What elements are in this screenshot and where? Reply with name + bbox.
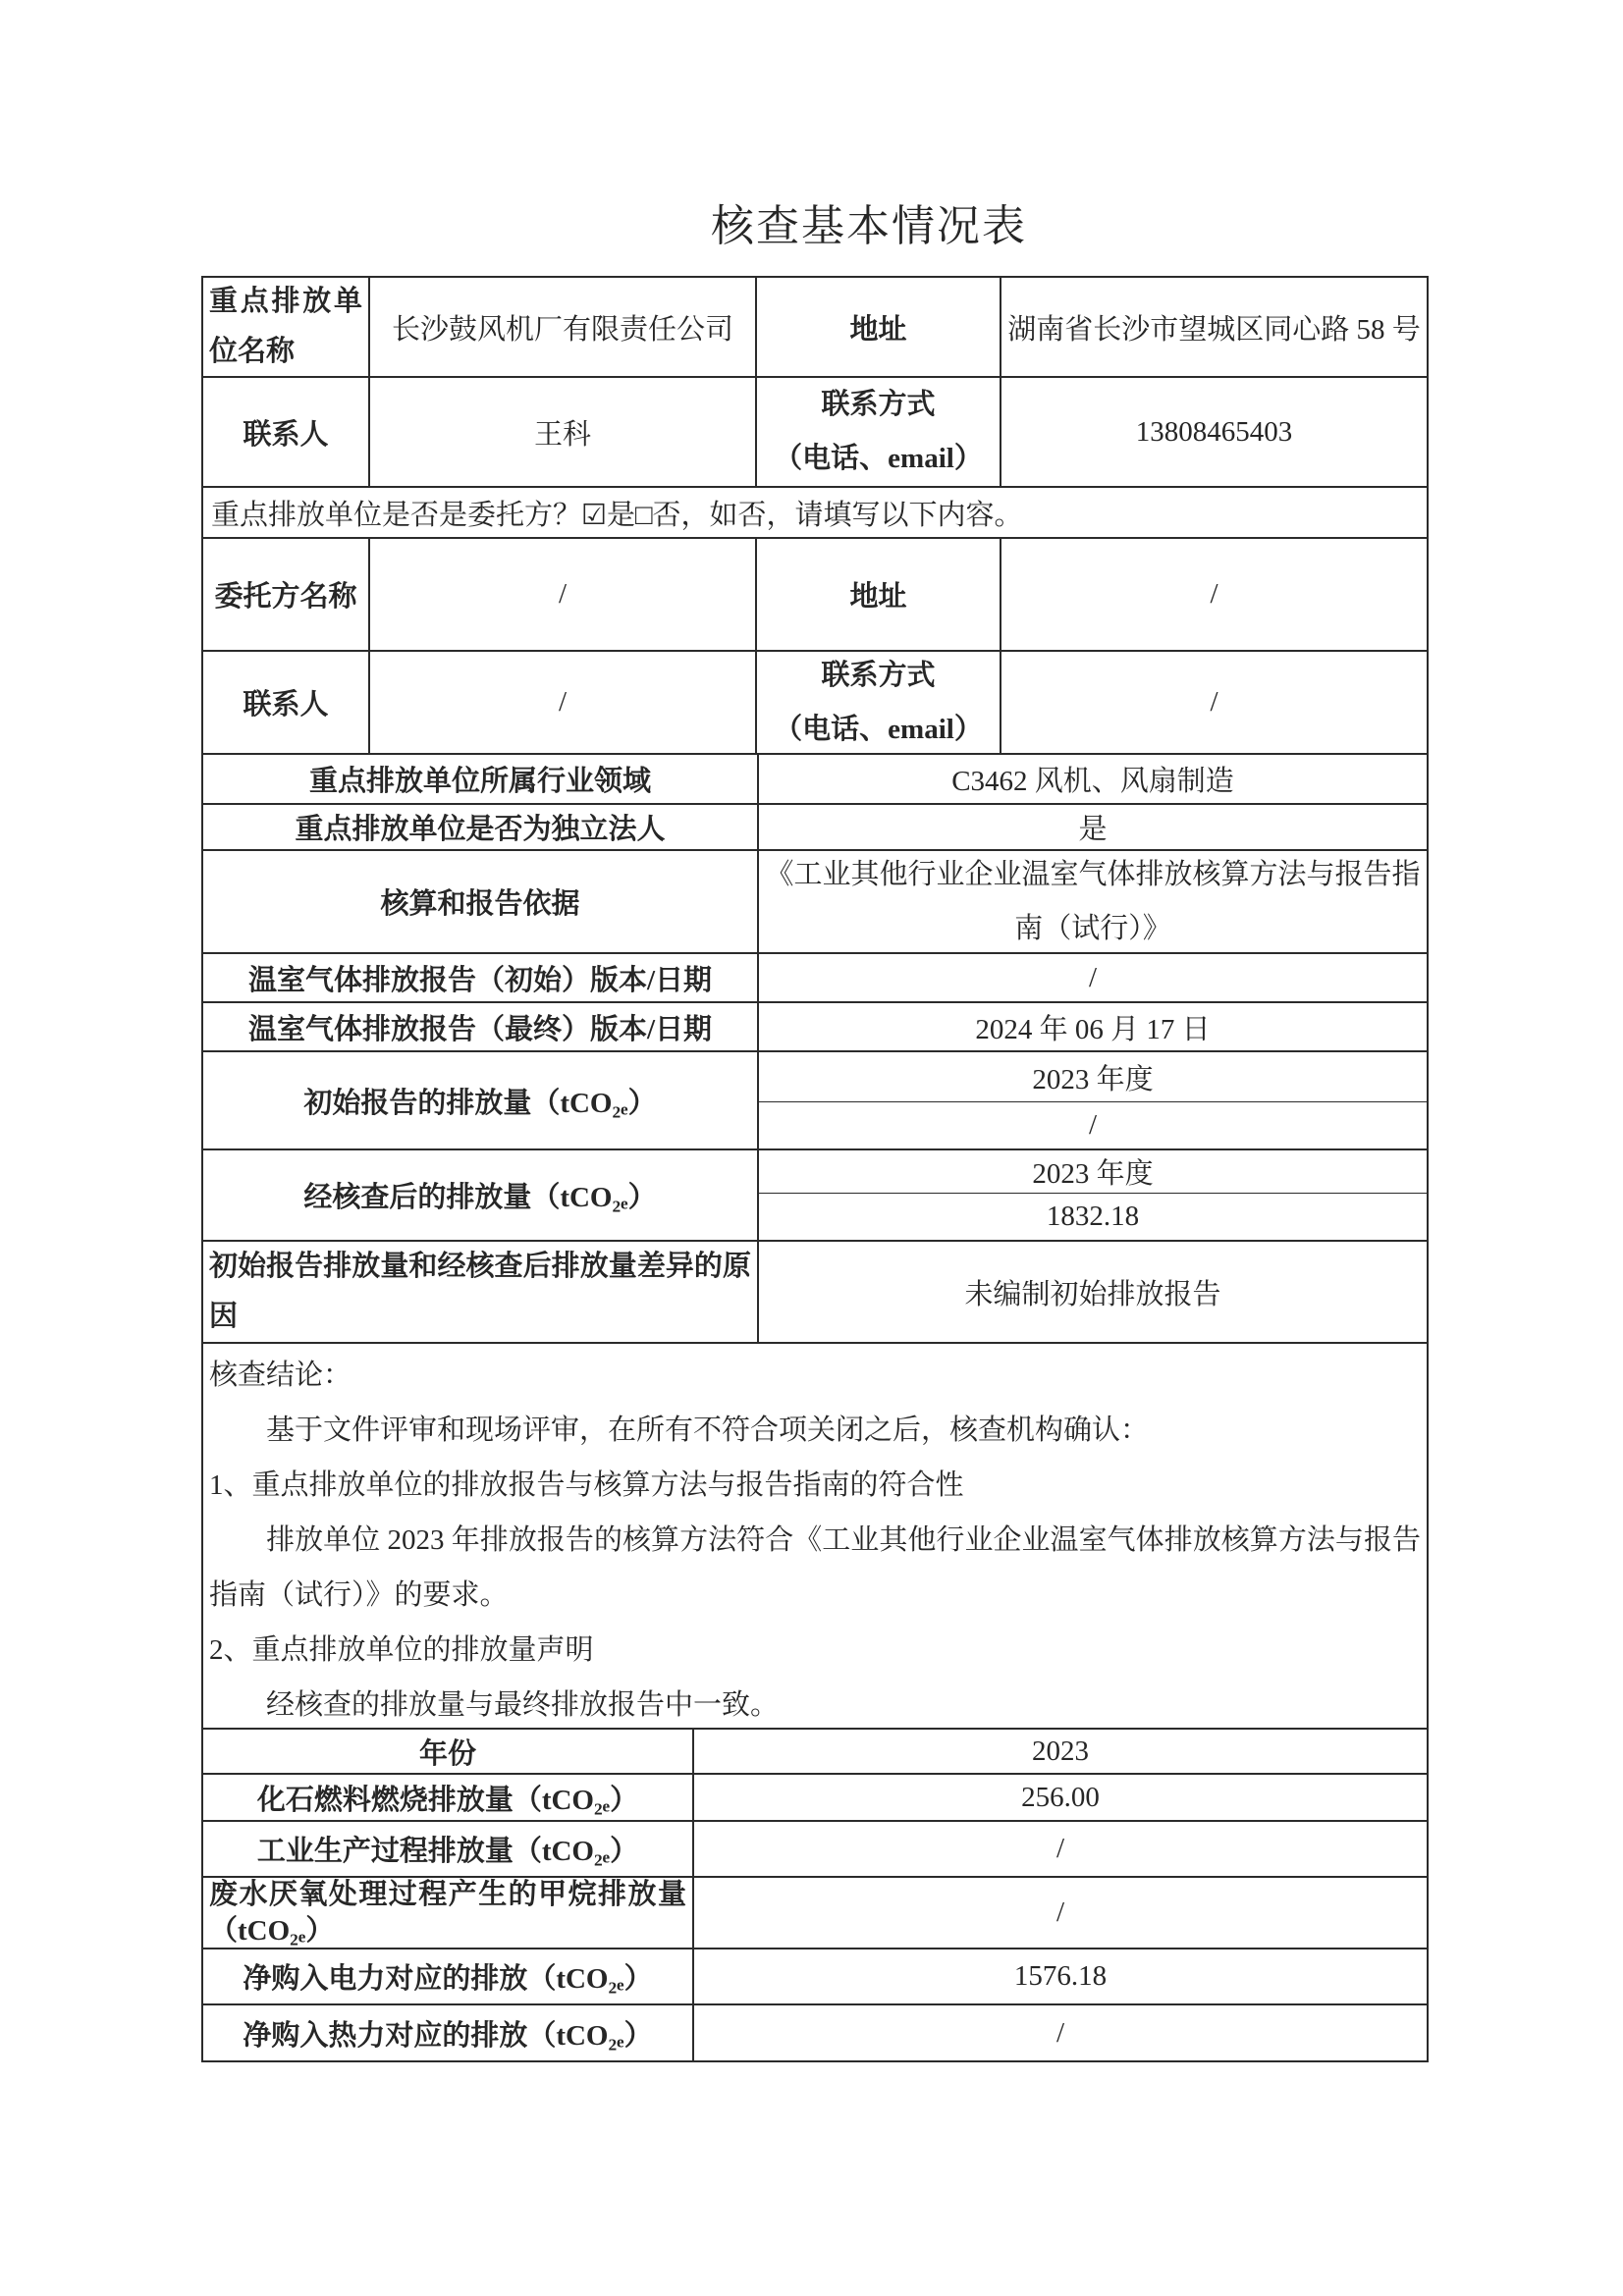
conclusion-line: 1、重点排放单位的排放报告与核算方法与报告指南的符合性 (209, 1469, 964, 1501)
unit-name-value: 长沙鼓风机厂有限责任公司 (370, 278, 757, 376)
contact-method-label-line2: （电话、email） (774, 443, 983, 474)
accounting-basis-label: 核算和报告依据 (203, 851, 759, 952)
industrial-process-label: 工业生产过程排放量（tCO₂ₑ） (203, 1822, 694, 1876)
client-contact-phone-value: / (1001, 652, 1429, 753)
client-contact-value: / (370, 652, 757, 753)
wastewater-methane-label: 废水厌氧处理过程产生的甲烷排放量（tCO₂ₑ） (203, 1878, 694, 1948)
difference-reason-label: 初始报告排放量和经核查后排放量差异的原因 (203, 1242, 759, 1342)
conclusion-line: 经核查的排放量与最终排放报告中一致。 (209, 1689, 780, 1721)
final-report-date-value: 2024 年 06 月 17 日 (759, 1003, 1429, 1050)
row-final-report-date (203, 1003, 1429, 1052)
verification-info-table (201, 276, 1429, 2062)
initial-report-date-label: 温室气体排放报告（初始）版本/日期 (203, 954, 759, 1001)
row-legal-entity (203, 805, 1429, 851)
conclusion-line: 排放单位 2023 年排放报告的核算方法符合《工业其他行业企业温室气体排放核算方法与报告指南（试行）》的要求。 (209, 1524, 1421, 1611)
heat-value: / (694, 2005, 1429, 2060)
year-label: 年份 (203, 1730, 694, 1773)
row-electricity (203, 1949, 1429, 2005)
delegation-question-text: 重点排放单位是否是委托方？☑是□否，如否，请填写以下内容。 (203, 488, 1429, 537)
industry-value: C3462 风机、风扇制造 (759, 755, 1429, 803)
conclusion-line: 核查结论： (209, 1360, 352, 1391)
client-contact-method-label-line1: 联系方式 (821, 659, 936, 691)
difference-reason-value: 未编制初始排放报告 (759, 1242, 1429, 1342)
verified-emissions-amount: 1832.18 (1046, 1201, 1140, 1232)
contact-method-label (757, 378, 1001, 486)
client-address-value: / (1001, 539, 1429, 650)
row-delegation-question (203, 488, 1429, 539)
initial-emissions-year: 2023 年度 (759, 1052, 1427, 1102)
accounting-basis-value: 《工业其他行业企业温室气体排放核算方法与报告指南（试行）》 (759, 851, 1429, 952)
verified-emissions-value-cell (759, 1150, 1429, 1240)
conclusion-cell (203, 1344, 1429, 1728)
year-value: 2023 (694, 1730, 1429, 1773)
verified-emissions-label: 经核查后的排放量（tCO₂ₑ） (203, 1150, 759, 1240)
initial-emissions-label: 初始报告的排放量（tCO₂ₑ） (203, 1052, 759, 1148)
client-contact-label: 联系人 (203, 652, 370, 753)
row-initial-report-date (203, 954, 1429, 1003)
row-conclusion (203, 1344, 1429, 1730)
wastewater-methane-value: / (694, 1878, 1429, 1948)
row-year (203, 1730, 1429, 1775)
row-client-contact (203, 652, 1429, 755)
verified-emissions-year: 2023 年度 (759, 1150, 1427, 1194)
unit-name-label: 重点排放单位名称 (203, 278, 370, 376)
client-contact-method-label (757, 652, 1001, 753)
electricity-label: 净购入电力对应的排放（tCO₂ₑ） (203, 1949, 694, 2003)
client-name-label: 委托方名称 (203, 539, 370, 650)
row-wastewater-methane (203, 1878, 1429, 1949)
conclusion-line: 基于文件评审和现场评审，在所有不符合项关闭之后，核查机构确认： (209, 1415, 1150, 1446)
address-label: 地址 (757, 278, 1001, 376)
contact-value: 王科 (370, 378, 757, 486)
legal-entity-label: 重点排放单位是否为独立法人 (203, 805, 759, 849)
page-title: 核查基本情况表 (711, 202, 1027, 250)
contact-phone-value: 13808465403 (1001, 378, 1429, 486)
initial-report-date-value: / (759, 954, 1429, 1001)
row-industry (203, 755, 1429, 805)
fossil-fuel-value: 256.00 (694, 1775, 1429, 1820)
row-contact (203, 378, 1429, 488)
row-client-name (203, 539, 1429, 652)
electricity-value: 1576.18 (694, 1949, 1429, 2003)
contact-method-label-line1: 联系方式 (821, 389, 936, 420)
final-report-date-label: 温室气体排放报告（最终）版本/日期 (203, 1003, 759, 1050)
conclusion-line: 2、重点排放单位的排放量声明 (209, 1634, 594, 1666)
contact-label: 联系人 (203, 378, 370, 486)
initial-emissions-value-cell (759, 1052, 1429, 1148)
initial-emissions-amount: / (1088, 1109, 1098, 1141)
heat-label: 净购入热力对应的排放（tCO₂ₑ） (203, 2005, 694, 2060)
client-contact-method-label-line2: （电话、email） (774, 713, 983, 745)
row-difference-reason (203, 1242, 1429, 1344)
industry-label: 重点排放单位所属行业领域 (203, 755, 759, 803)
client-address-label: 地址 (757, 539, 1001, 650)
row-initial-emissions (203, 1052, 1429, 1150)
client-name-value: / (370, 539, 757, 650)
row-verified-emissions (203, 1150, 1429, 1242)
row-unit-name (203, 278, 1429, 378)
fossil-fuel-label: 化石燃料燃烧排放量（tCO₂ₑ） (203, 1775, 694, 1820)
row-industrial-process (203, 1822, 1429, 1878)
row-fossil-fuel (203, 1775, 1429, 1822)
row-accounting-basis (203, 851, 1429, 954)
legal-entity-value: 是 (759, 805, 1429, 849)
row-heat (203, 2005, 1429, 2062)
industrial-process-value: / (694, 1822, 1429, 1876)
address-value: 湖南省长沙市望城区同心路 58 号 (1001, 278, 1429, 376)
